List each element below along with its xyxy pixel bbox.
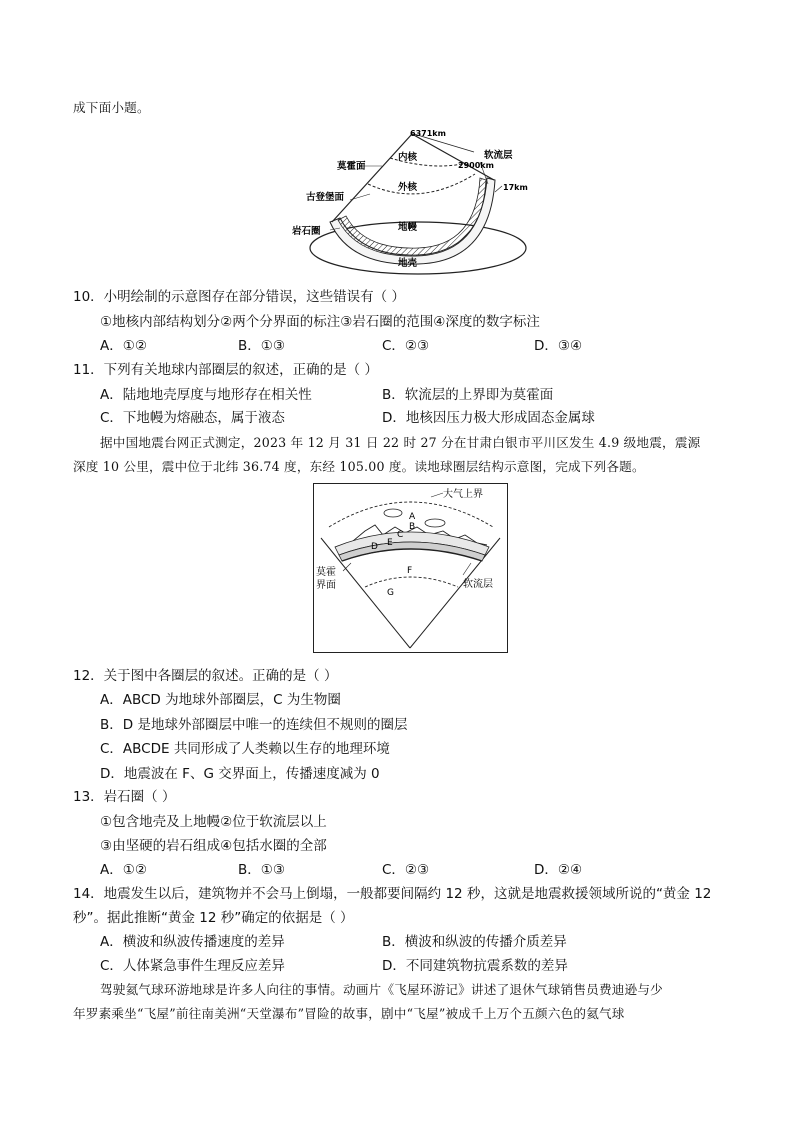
intro-tail: 成下面小题。: [73, 100, 150, 115]
q10-option-a[interactable]: A．①②: [100, 338, 147, 354]
q13-stem: 13．岩石圈（ ）: [73, 789, 176, 805]
label-crust: 地壳: [398, 258, 418, 269]
label-asthenosphere: 软流层: [484, 150, 513, 161]
q14-option-b[interactable]: B．横波和纵波的传播介质差异: [382, 934, 567, 950]
q10-items: ①地核内部结构划分②两个分界面的标注③岩石圈的范围④深度的数字标注: [100, 314, 540, 330]
q13-items2: ③由坚硬的岩石组成④包括水圈的全部: [100, 838, 327, 854]
label-6371km: 6371km: [410, 129, 446, 138]
label-atmos-top: 大气上界: [443, 489, 483, 500]
label-inner-core: 内核: [398, 152, 418, 163]
label-lithosphere: 岩石圈: [292, 226, 321, 237]
label-g: G: [387, 588, 394, 598]
label-17km: 17km: [503, 183, 528, 192]
label-asthenosphere-2: 软流层: [463, 579, 493, 590]
q11-option-a[interactable]: A．陆地地壳厚度与地形存在相关性: [100, 387, 312, 403]
q10-option-d[interactable]: D．③④: [534, 338, 583, 354]
q11-option-d[interactable]: D．地核因压力极大形成固态金属球: [382, 410, 595, 426]
q10-option-c[interactable]: C．②③: [382, 338, 430, 354]
earth-sphere-diagram: [313, 483, 508, 653]
label-moho-1: 莫霍: [316, 567, 336, 578]
q12-option-c[interactable]: C．ABCDE 共同形成了人类赖以生存的地理环境: [100, 741, 390, 757]
q14-stem-line2: 秒”。据此推断“黄金 12 秒”确定的依据是（ ）: [73, 910, 354, 926]
q11-stem: 11．下列有关地球内部圈层的叙述，正确的是（ ）: [73, 362, 378, 378]
passage3-line2: 年罗素乘坐“飞屋”前往南美洲“天堂瀑布”冒险的故事，剧中“飞屋”被成千上万个五颜六色的氦气球: [73, 1006, 625, 1021]
q12-stem: 12．关于图中各圈层的叙述。正确的是（ ）: [73, 668, 338, 684]
q12-option-b[interactable]: B．D 是地球外部圈层中唯一的连续但不规则的圈层: [100, 717, 408, 733]
q11-option-c[interactable]: C．下地幔为熔融态，属于液态: [100, 410, 285, 426]
q14-option-c[interactable]: C．人体紧急事件生理反应差异: [100, 958, 285, 974]
label-c: C: [397, 530, 404, 540]
q10-option-b[interactable]: B．①③: [238, 338, 285, 354]
q14-stem-line1: 14．地震发生以后，建筑物并不会马上倒塌，一般都要间隔约 12 秒，这就是地震救援领域所说的“黄金 12: [73, 886, 712, 902]
label-f: F: [407, 566, 413, 576]
q13-items1: ①包含地壳及上地幔②位于软流层以上: [100, 814, 327, 830]
earth-interior-diagram: [290, 122, 540, 282]
label-2900km: 2900km: [458, 161, 494, 170]
q12-option-d[interactable]: D．地震波在 F、G 交界面上，传播速度减为 0: [100, 766, 380, 782]
q13-option-a[interactable]: A．①②: [100, 862, 147, 878]
label-d: D: [371, 542, 378, 552]
q14-option-d[interactable]: D．不同建筑物抗震系数的差异: [382, 958, 568, 974]
q13-option-d[interactable]: D．②④: [534, 862, 583, 878]
q11-option-b[interactable]: B．软流层的上界即为莫霍面: [382, 387, 554, 403]
label-mantle: 地幔: [398, 222, 418, 233]
q12-option-a[interactable]: A．ABCD 为地球外部圈层，C 为生物圈: [100, 692, 341, 708]
q13-option-c[interactable]: C．②③: [382, 862, 430, 878]
label-a: A: [409, 512, 416, 522]
label-b: B: [409, 522, 416, 532]
passage3-line1: 驾驶氦气球环游地球是许多人向往的事情。动画片《飞屋环游记》讲述了退休气球销售员费迪逊与少: [100, 982, 663, 997]
label-moho-2: 界面: [316, 580, 336, 591]
passage2-line1: 据中国地震台网正式测定，2023 年 12 月 31 日 22 时 27 分在甘肃白银市平川区发生 4.9 级地震，震源: [100, 435, 701, 450]
label-outer-core: 外核: [398, 182, 418, 193]
q13-option-b[interactable]: B．①③: [238, 862, 285, 878]
label-e: E: [387, 538, 393, 548]
passage2-line2: 深度 10 公里，震中位于北纬 36.74 度，东经 105.00 度。读地球圈层结构示意图，完成下列各题。: [73, 459, 645, 474]
q14-option-a[interactable]: A．横波和纵波传播速度的差异: [100, 934, 285, 950]
label-gutenberg: 古登堡面: [306, 192, 345, 203]
q10-stem: 10．小明绘制的示意图存在部分错误，这些错误有（ ）: [73, 289, 405, 305]
label-moho: 莫霍面: [337, 161, 366, 172]
